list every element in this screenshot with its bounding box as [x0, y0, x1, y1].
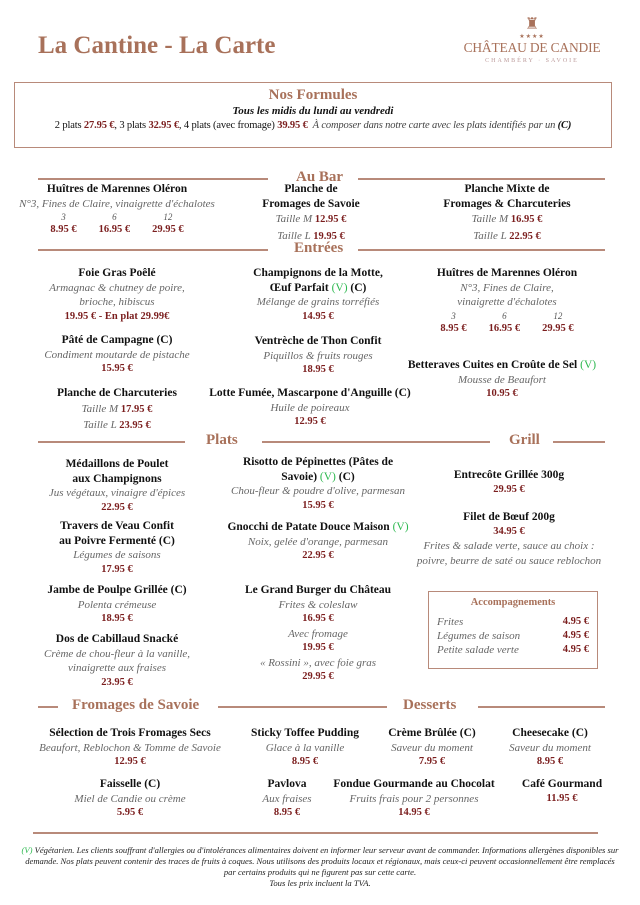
item-price: 22.95 €	[302, 550, 334, 561]
item-price: 15.95 €	[101, 363, 133, 374]
item-name	[399, 468, 619, 483]
item-name-text: Faisselle	[99, 778, 142, 790]
item-name-text: Œuf Parfait	[269, 281, 329, 294]
item-price: 7.95 €	[418, 756, 446, 767]
divider-rule	[38, 706, 58, 708]
item-name-text: Médaillons de Poulet	[65, 458, 169, 470]
veg-tag: (V)	[580, 359, 597, 371]
size-option	[440, 310, 466, 336]
item-description: Piquillos & fruits rouges	[263, 349, 373, 362]
item-description: Mélange de grains torréfiés	[256, 296, 380, 308]
side-label: Légumes de saison	[437, 630, 521, 642]
item-description: Miel de Candie ou crème	[74, 792, 186, 805]
veg-tag: (V)	[392, 521, 409, 533]
size-option	[542, 310, 574, 336]
allergen-text: Végétarien. Les clients souffrant d'allergies ou d'intolérances alimentaires doivent en informer leur serveur avant de commander. Informations allergènes disponibles sur demande. Nos plats peuvent contenir des traces de fruits à coques. Nous utilisons des produits locaux et régionaux, mais ceux-ci peuvent occasionnellement être remplacés par certains produits qui ne figurent pas sur cette carte.	[25, 845, 619, 877]
item-price: 10.95 €	[486, 388, 518, 399]
item-name-text: Café Gourmand	[521, 778, 603, 790]
item-option-price: 19.95 €	[302, 642, 334, 653]
item-name-text: Huîtres de Marennes Oléron	[436, 267, 578, 279]
size-quantity: 3	[451, 310, 456, 321]
item-description: Beaufort, Reblochon & Tomme de Savoie	[39, 741, 221, 754]
formule-price: 32.95 €	[148, 120, 179, 131]
item-name-text: au Poivre Fermenté	[59, 534, 157, 547]
formule-tag: (C)	[156, 334, 173, 346]
item-name-text: Fromages & Charcuteries	[443, 197, 571, 210]
size-price: 22.95 €	[509, 230, 541, 242]
item-name	[208, 281, 428, 296]
size-label: Taille M	[471, 213, 511, 225]
size-quantity: 6	[502, 310, 507, 321]
item-name	[208, 583, 428, 598]
size-quantity: 3	[61, 212, 66, 222]
item-name-text: Dos de Cabillaud Snacké	[55, 633, 179, 645]
menu-item-filet	[389, 510, 629, 568]
item-description: vinaigrette d'échalotes	[457, 296, 557, 308]
formule-label: , 4 plats (avec fromage)	[178, 120, 278, 131]
footer-note	[20, 845, 620, 889]
size-price: 12.95 €	[314, 214, 347, 225]
item-price: 8.95 €	[273, 807, 301, 818]
size-price: 16.95 €	[510, 214, 543, 225]
item-price: 18.95 €	[101, 613, 133, 624]
item-description: brioche, hibiscus	[79, 296, 155, 308]
menu-item-ent-huitres	[397, 266, 617, 336]
menu-item-champignons	[208, 266, 428, 324]
item-description: Saveur du moment	[509, 741, 591, 754]
item-name-text: Planche de Charcuteries	[57, 387, 177, 399]
item-price: 29.95 €	[493, 483, 525, 495]
item-description: vinaigrette aux fraises	[68, 662, 166, 674]
item-description: Huile de poireaux	[270, 401, 350, 414]
size-price: 8.95 €	[440, 322, 467, 334]
divider-rule	[358, 249, 605, 251]
item-name	[7, 632, 227, 647]
size-label: Taille L	[83, 419, 120, 431]
item-name-text: Huîtres de Marennes Oléron	[46, 183, 188, 195]
item-name-text: Savoie)	[281, 470, 318, 483]
item-description: Légumes de saisons	[73, 549, 161, 561]
formule-price: 39.95 €	[277, 120, 308, 131]
item-name-text: Ventrèche de Thon Confit	[254, 335, 382, 347]
divider-rule	[553, 441, 605, 443]
item-name	[382, 358, 622, 373]
side-row	[429, 629, 597, 643]
size-label: Taille L	[473, 229, 510, 242]
formules-subtitle: Tous les midis du lundi au vendredi	[232, 105, 394, 117]
menu-item-bar-fromages	[201, 182, 421, 244]
formule-note-tag: (C)	[557, 120, 572, 131]
item-name	[208, 266, 428, 281]
formule-tag: (C)	[170, 584, 187, 596]
menu-item-cabillaud	[7, 632, 227, 690]
item-name	[7, 266, 227, 281]
item-option: Avec fromage	[288, 627, 348, 640]
item-description: Frites & coleslaw	[278, 598, 358, 611]
formule-label: , 3 plats	[114, 120, 149, 131]
veg-tag: (V)	[319, 470, 336, 483]
menu-item-risotto	[208, 455, 428, 513]
item-name-text: Le Grand Burger du Château	[244, 584, 392, 596]
menu-item-fondue	[314, 777, 514, 821]
size-price: 17.95 €	[120, 403, 153, 415]
item-name-text: Pâté de Campagne	[61, 334, 154, 346]
item-name-text: Sticky Toffee Pudding	[251, 727, 359, 739]
item-price: 12.95 €	[114, 756, 146, 767]
item-description: Glace à la vanille	[265, 741, 345, 754]
menu-item-creme-brulee	[372, 726, 492, 770]
item-name	[208, 455, 428, 470]
item-name	[7, 583, 227, 598]
item-name	[208, 470, 428, 485]
side-label: Frites	[437, 616, 464, 628]
item-description: Noix, gelée d'orange, parmesan	[247, 535, 389, 548]
section-title-bar: Au Bar	[296, 169, 344, 185]
divider-rule	[38, 178, 268, 180]
item-name-text: Betteraves Cuites en Croûte de Sel	[407, 359, 578, 371]
side-price: 4.95 €	[562, 644, 589, 655]
item-description: Mousse de Beaufort	[458, 373, 546, 386]
side-price: 4.95 €	[562, 616, 589, 627]
size-price: 29.95 €	[152, 224, 184, 235]
formules-box	[14, 82, 612, 148]
menu-item-foie-gras	[7, 266, 227, 324]
formule-label: 2 plats	[54, 120, 84, 131]
item-name	[372, 726, 492, 741]
chateau-logo	[462, 16, 602, 66]
item-price: 22.95 €	[101, 501, 133, 513]
veg-tag: (V)	[331, 281, 348, 294]
item-price: 14.95 €	[302, 310, 334, 322]
size-quantity: 12	[163, 212, 173, 222]
item-price: 8.95 €	[536, 756, 564, 767]
size-option	[152, 211, 184, 237]
item-price: 19.95 € - En plat 29.99€	[64, 310, 170, 322]
item-description: Fruits frais pour 2 personnes	[349, 792, 479, 805]
side-label: Petite salade verte	[437, 644, 519, 656]
item-name	[389, 510, 629, 525]
size-row	[201, 228, 421, 245]
item-description: Chou-fleur & poudre d'olive, parmesan	[231, 485, 405, 497]
logo-subtitle: CHAMBÉRY · SAVOIE	[485, 58, 579, 64]
formule-tag: (C)	[394, 387, 411, 399]
item-description: Armagnac & chutney de poire,	[49, 281, 185, 294]
formule-tag: (C)	[350, 281, 367, 294]
divider-rule	[358, 178, 605, 180]
section-title-fromages: Fromages de Savoie	[72, 697, 200, 713]
menu-item-sticky	[235, 726, 375, 770]
size-price: 16.95 €	[98, 224, 131, 235]
item-name	[235, 726, 375, 741]
formules-prices	[15, 118, 611, 134]
item-name	[397, 266, 617, 281]
item-description: N°3, Fines de Claire,	[460, 281, 554, 294]
formule-tag: (C)	[144, 778, 161, 790]
menu-item-cheesecake	[495, 726, 605, 770]
size-quantity: 6	[112, 212, 117, 222]
side-price: 4.95 €	[562, 630, 589, 641]
veg-tag: (V)	[21, 845, 33, 855]
formule-tag: (C)	[571, 727, 588, 739]
size-option	[489, 310, 521, 336]
item-description: Frites & salade verte, sauce au choix :	[423, 540, 595, 552]
item-price: 15.95 €	[302, 499, 334, 511]
item-name-text: Fondue Gourmande au Chocolat	[333, 778, 495, 790]
item-price: 14.95 €	[398, 807, 430, 818]
item-price: 8.95 €	[291, 756, 319, 767]
size-option	[99, 211, 131, 237]
item-name-text: Risotto de Pépinettes (Pâtes de	[242, 456, 394, 468]
item-name-text: Jambe de Poulpe Grillée	[47, 584, 168, 596]
item-name	[20, 726, 240, 741]
item-description: Crème de chou-fleur à la vanille,	[43, 647, 191, 660]
item-name	[314, 777, 514, 792]
item-name	[7, 457, 227, 472]
item-name	[201, 182, 421, 197]
item-name-text: Planche Mixte de	[464, 183, 550, 195]
menu-item-travers	[7, 519, 227, 577]
item-option: « Rossini », avec foie gras	[259, 656, 377, 669]
item-name-text: Travers de Veau Confit	[60, 520, 174, 532]
divider-rule	[218, 706, 387, 708]
menu-item-faisselle	[20, 777, 240, 821]
item-name-text: Filet de Bœuf 200g	[463, 511, 555, 523]
formules-title: Nos Formules	[268, 87, 358, 103]
menu-item-pate	[7, 333, 227, 377]
item-name-text: Planche de	[284, 183, 338, 195]
crown-icon: ♜	[524, 16, 540, 33]
formule-tag: (C)	[459, 727, 476, 739]
item-price: 5.95 €	[116, 807, 144, 818]
item-name-text: Sélection de Trois Fromages Secs	[49, 727, 211, 739]
item-name-text: Lotte Fumée, Mascarpone d'Anguille	[209, 387, 392, 399]
item-name	[7, 333, 227, 348]
item-name	[7, 519, 227, 534]
item-option-price: 29.95 €	[302, 671, 334, 682]
item-name-text: Champignons de la Motte,	[253, 267, 383, 279]
formule-tag: (C)	[158, 534, 175, 547]
menu-item-selection	[20, 726, 240, 770]
size-label: Taille M	[275, 213, 315, 225]
size-price: 19.95 €	[313, 230, 345, 242]
menu-item-lotte	[190, 386, 430, 430]
item-name	[512, 777, 612, 792]
item-name-text: Cheesecake	[512, 727, 569, 739]
item-name-text: aux Champignons	[72, 472, 162, 485]
item-name-text: Entrecôte Grillée 300g	[453, 469, 565, 481]
item-name	[495, 726, 605, 741]
item-price: 17.95 €	[101, 563, 133, 575]
item-price: 16.95 €	[302, 613, 334, 624]
side-row	[429, 643, 597, 657]
size-price: 16.95 €	[488, 322, 521, 334]
size-price: 29.95 €	[542, 322, 574, 334]
item-name	[208, 334, 428, 349]
section-title-desserts: Desserts	[403, 697, 457, 713]
size-price: 23.95 €	[119, 420, 151, 431]
accompagnements-box	[428, 591, 598, 669]
size-row	[397, 211, 617, 228]
page-title: La Cantine - La Carte	[38, 32, 276, 59]
accompagnements-title: Accompagnements	[470, 597, 556, 608]
menu-item-medaillons	[7, 457, 227, 515]
stars-icon: ★★★★	[519, 34, 545, 40]
item-price: 18.95 €	[302, 364, 334, 375]
section-title-grill: Grill	[509, 432, 540, 448]
item-name-text: Pavlova	[267, 778, 307, 790]
menu-item-burger	[208, 583, 428, 685]
size-label: Taille M	[81, 402, 121, 415]
item-price: 11.95 €	[546, 792, 578, 804]
side-row	[429, 615, 597, 629]
item-description: poivre, beurre de saté ou sauce reblochon	[416, 554, 602, 567]
item-description: N°3, Fines de Claire, vinaigrette d'échalotes	[19, 197, 215, 210]
item-price: 23.95 €	[101, 676, 133, 688]
item-name	[397, 182, 617, 197]
tva-note: Tous les prix incluent la TVA.	[269, 878, 371, 888]
menu-item-bar-mixte	[397, 182, 617, 244]
item-description: Polenta crémeuse	[77, 598, 157, 611]
divider-rule	[38, 249, 268, 251]
item-name-text: Fromages de Savoie	[262, 197, 360, 210]
item-name	[201, 197, 421, 212]
item-name-text: Gnocchi de Patate Douce Maison	[227, 521, 390, 533]
divider-rule	[478, 706, 605, 708]
formule-tag: (C)	[338, 470, 355, 483]
item-name	[397, 197, 617, 212]
menu-item-cafe	[512, 777, 612, 806]
item-name-text: Foie Gras Poêlé	[78, 267, 156, 279]
item-price: 34.95 €	[493, 525, 525, 537]
formule-note: À composer dans notre carte avec les plats identifiés par un	[312, 120, 558, 131]
logo-brand: CHÂTEAU DE CANDIE	[463, 40, 601, 55]
size-quantity: 12	[553, 310, 563, 321]
section-title-plats: Plats	[206, 432, 238, 448]
item-name	[7, 534, 227, 549]
formule-price: 27.95 €	[83, 120, 115, 131]
size-row	[201, 211, 421, 228]
item-description: Aux fraises	[262, 792, 312, 805]
item-name	[7, 472, 227, 487]
item-description: Saveur du moment	[391, 741, 473, 754]
item-description: Condiment moutarde de pistache	[44, 348, 190, 361]
size-row	[397, 228, 617, 245]
divider-rule	[262, 441, 490, 443]
divider-rule	[33, 832, 598, 834]
item-price: 12.95 €	[294, 416, 326, 427]
menu-item-entrecote	[399, 468, 619, 497]
size-option	[50, 211, 76, 237]
menu-item-jambe	[7, 583, 227, 627]
item-name	[190, 386, 430, 401]
item-name-text: Crème Brûlée	[388, 727, 457, 739]
size-label: Taille L	[277, 229, 314, 242]
item-name	[20, 777, 240, 792]
size-price: 8.95 €	[50, 224, 77, 235]
size-options	[397, 310, 617, 336]
item-description: Jus végétaux, vinaigre d'épices	[48, 487, 186, 499]
section-title-entrees: Entrées	[294, 240, 344, 256]
divider-rule	[38, 441, 185, 443]
